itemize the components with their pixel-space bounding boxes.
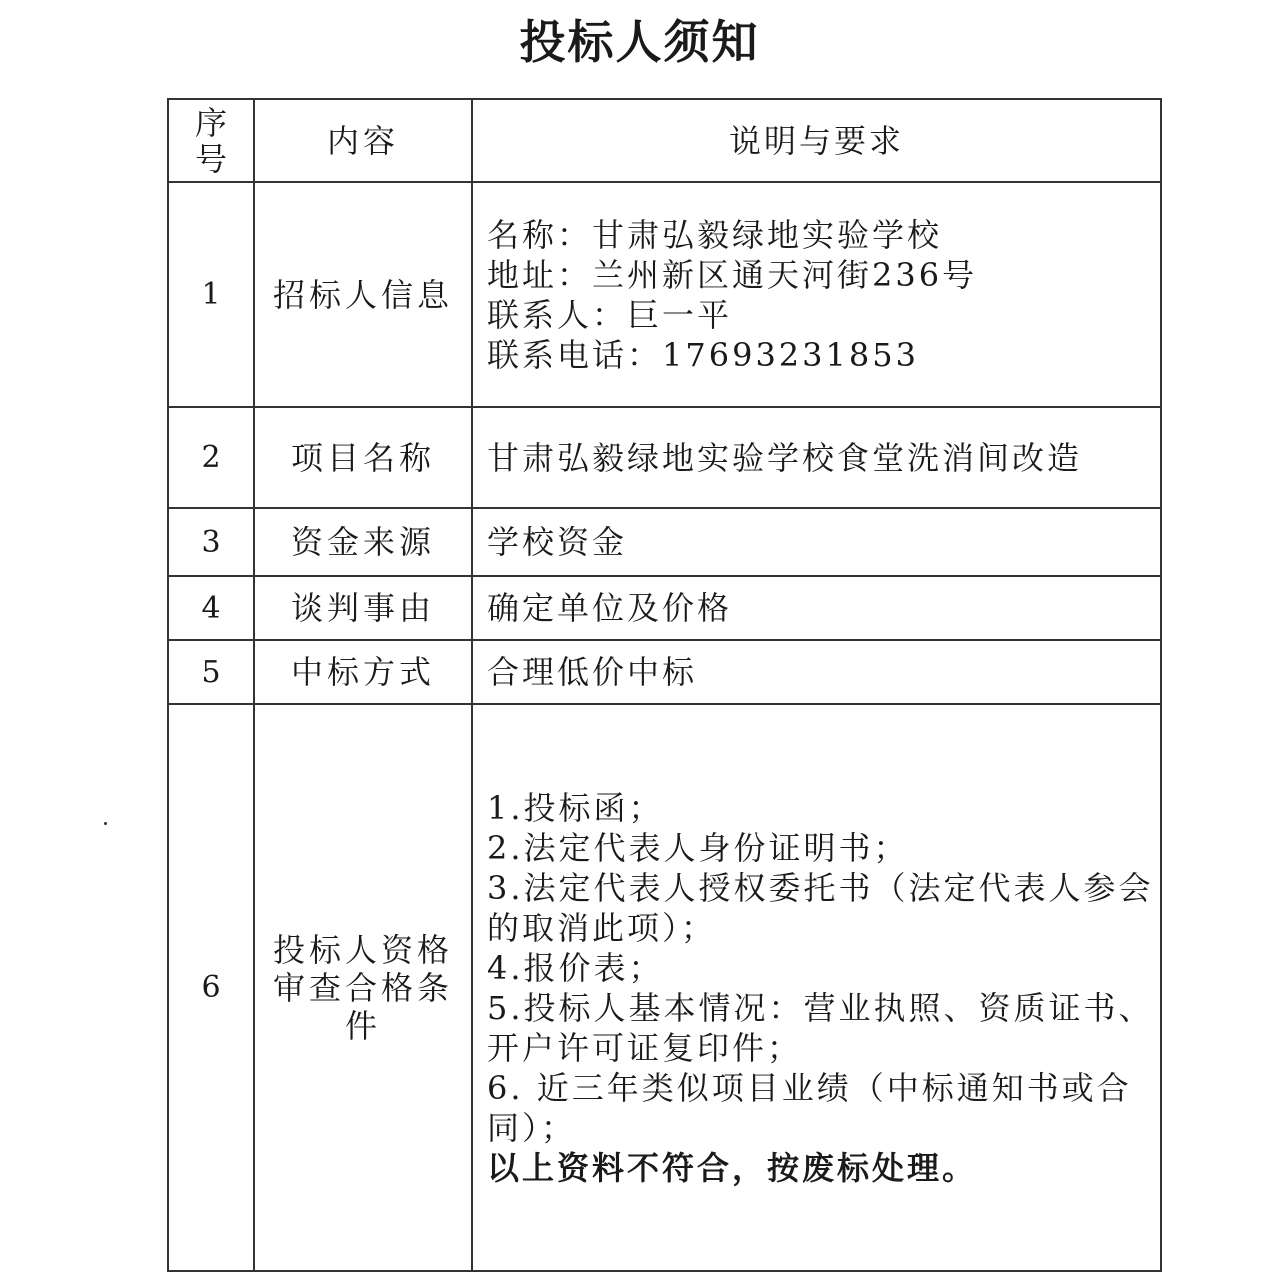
row-item: 谈判事由 xyxy=(254,576,472,640)
row-no: 5 xyxy=(168,640,254,704)
desc-line: 2.法定代表人身份证明书； xyxy=(487,828,909,867)
notice-table xyxy=(167,98,1162,1272)
desc-line: 合理低价中标 xyxy=(487,653,698,691)
item-line: 件 xyxy=(344,1006,381,1045)
desc-line: 4.报价表； xyxy=(487,948,664,987)
row-desc xyxy=(472,704,1161,1271)
page-title: 投标人须知 xyxy=(519,15,760,69)
desc-line: 名称：甘肃弘毅绿地实验学校 xyxy=(487,215,943,254)
table-row xyxy=(168,182,1161,407)
row-desc xyxy=(472,640,1161,704)
table-row xyxy=(168,508,1161,576)
table-row xyxy=(168,640,1161,704)
disqualification-note: 以上资料不符合，按废标处理。 xyxy=(487,1148,978,1187)
scan-speck xyxy=(104,822,107,825)
row-item: 中标方式 xyxy=(254,640,472,704)
row-no: 3 xyxy=(168,508,254,576)
row-no: 2 xyxy=(168,407,254,508)
row-item: 项目名称 xyxy=(254,407,472,508)
desc-line: 联系人：巨一平 xyxy=(487,295,733,334)
row-desc xyxy=(472,407,1161,508)
table-row xyxy=(168,704,1161,1271)
row-desc xyxy=(472,508,1161,576)
table-row xyxy=(168,576,1161,640)
desc-line: 学校资金 xyxy=(487,523,628,561)
desc-line: 3.法定代表人授权委托书（法定代表人参会 xyxy=(487,868,1154,907)
row-no: 4 xyxy=(168,576,254,640)
header-item: 内容 xyxy=(254,99,472,182)
header-no-line1: 序 xyxy=(194,103,227,142)
desc-line: 5.投标人基本情况：营业执照、资质证书、 xyxy=(487,988,1154,1027)
row-item: 资金来源 xyxy=(254,508,472,576)
desc-line: 同）； xyxy=(487,1108,577,1147)
item-line: 投标人资格 xyxy=(272,930,453,969)
desc-line: 的取消此项）； xyxy=(487,908,717,947)
desc-line: 确定单位及价格 xyxy=(487,589,733,627)
desc-line: 开户许可证复印件； xyxy=(487,1028,803,1067)
header-desc: 说明与要求 xyxy=(472,99,1161,182)
row-desc xyxy=(472,182,1161,407)
row-item xyxy=(254,704,472,1271)
row-no: 6 xyxy=(168,704,254,1271)
header-row xyxy=(168,99,1161,182)
item-line: 审查合格条 xyxy=(272,968,453,1007)
row-desc xyxy=(472,576,1161,640)
desc-line: 6. 近三年类似项目业绩（中标通知书或合 xyxy=(487,1068,1132,1107)
header-no-line2: 号 xyxy=(194,139,227,178)
desc-line: 1.投标函； xyxy=(487,788,664,827)
header-no xyxy=(168,99,254,182)
desc-line: 甘肃弘毅绿地实验学校食堂洗消间改造 xyxy=(487,438,1083,477)
table-row xyxy=(168,407,1161,508)
row-no: 1 xyxy=(168,182,254,407)
row-item: 招标人信息 xyxy=(254,182,472,407)
desc-line: 地址：兰州新区通天河街236号 xyxy=(487,255,978,294)
desc-line: 联系电话：17693231853 xyxy=(487,335,919,374)
